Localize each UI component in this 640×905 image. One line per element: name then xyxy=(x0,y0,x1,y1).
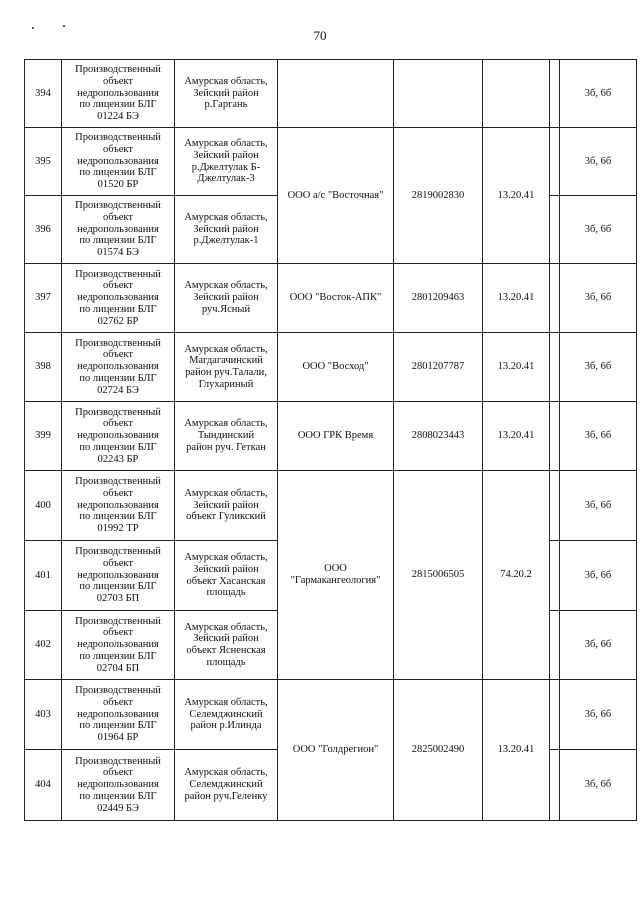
table-row xyxy=(25,333,637,402)
table-row xyxy=(25,128,637,196)
column-gap xyxy=(550,60,560,128)
organization-cell-empty xyxy=(278,60,394,128)
hazard-class: 3б, 6б xyxy=(560,60,637,128)
column-gap xyxy=(550,471,560,541)
table-row xyxy=(25,471,637,541)
organization-name: ООО "Голдрегион" xyxy=(278,680,394,821)
row-number: 398 xyxy=(25,333,62,402)
registry-table xyxy=(24,59,637,821)
object-name: Производственный объект недропользования по лицензии БЛГ 01520 БР xyxy=(62,128,175,196)
organization-okved: 74.20.2 xyxy=(483,471,550,680)
row-number: 404 xyxy=(25,750,62,821)
row-number: 396 xyxy=(25,196,62,264)
row-number: 402 xyxy=(25,611,62,680)
column-gap xyxy=(550,750,560,821)
object-name: Производственный объект недропользования по лицензии БЛГ 01224 БЭ xyxy=(62,60,175,128)
organization-name: ООО ГРК Время xyxy=(278,402,394,471)
row-number: 401 xyxy=(25,541,62,611)
organization-inn: 2819002830 xyxy=(394,128,483,264)
object-location: Амурская область, Зейский район объект Гуликский xyxy=(175,471,278,541)
object-location: Амурская область, Зейский район объект Хасанская площадь xyxy=(175,541,278,611)
organization-okved: 13.20.41 xyxy=(483,402,550,471)
object-name: Производственный объект недропользования по лицензии БЛГ 02704 БП xyxy=(62,611,175,680)
object-name: Производственный объект недропользования по лицензии БЛГ 01992 ТР xyxy=(62,471,175,541)
organization-inn: 2815006505 xyxy=(394,471,483,680)
okved-cell-empty xyxy=(483,60,550,128)
organization-inn: 2801207787 xyxy=(394,333,483,402)
hazard-class: 3б, 6б xyxy=(560,611,637,680)
organization-okved: 13.20.41 xyxy=(483,680,550,821)
page-number: 70 xyxy=(313,28,327,43)
hazard-class: 3б, 6б xyxy=(560,264,637,333)
organization-okved: 13.20.41 xyxy=(483,264,550,333)
scan-speck xyxy=(63,25,65,27)
row-number: 403 xyxy=(25,680,62,750)
hazard-class: 3б, 6б xyxy=(560,680,637,750)
object-location: Амурская область, Тындинский район руч. Геткан xyxy=(175,402,278,471)
table-row xyxy=(25,264,637,333)
organization-name: ООО "Восход" xyxy=(278,333,394,402)
hazard-class: 3б, 6б xyxy=(560,196,637,264)
organization-inn: 2808023443 xyxy=(394,402,483,471)
hazard-class: 3б, 6б xyxy=(560,541,637,611)
row-number: 395 xyxy=(25,128,62,196)
table-row xyxy=(25,60,637,128)
row-number: 397 xyxy=(25,264,62,333)
hazard-class: 3б, 6б xyxy=(560,402,637,471)
object-name: Производственный объект недропользования по лицензии БЛГ 02449 БЭ xyxy=(62,750,175,821)
hazard-class: 3б, 6б xyxy=(560,750,637,821)
row-number: 400 xyxy=(25,471,62,541)
table-row xyxy=(25,402,637,471)
object-location: Амурская область, Зейский район р.Джелтулак-1 xyxy=(175,196,278,264)
object-name: Производственный объект недропользования по лицензии БЛГ 02703 БП xyxy=(62,541,175,611)
column-gap xyxy=(550,541,560,611)
scan-speck xyxy=(32,27,34,29)
object-location: Амурская область, Зейский район руч.Ясный xyxy=(175,264,278,333)
object-location: Амурская область, Селемджинский район руч.Геленку xyxy=(175,750,278,821)
column-gap xyxy=(550,264,560,333)
organization-inn: 2825002490 xyxy=(394,680,483,821)
column-gap xyxy=(550,402,560,471)
row-number: 394 xyxy=(25,60,62,128)
organization-name: ООО а/с "Восточная" xyxy=(278,128,394,264)
hazard-class: 3б, 6б xyxy=(560,128,637,196)
organization-inn: 2801209463 xyxy=(394,264,483,333)
object-location: Амурская область, Магдагачинский район руч.Талали, Глухариный xyxy=(175,333,278,402)
column-gap xyxy=(550,333,560,402)
table-row xyxy=(25,680,637,750)
organization-okved: 13.20.41 xyxy=(483,128,550,264)
organization-okved: 13.20.41 xyxy=(483,333,550,402)
object-location: Амурская область, Селемджинский район р.Илинда xyxy=(175,680,278,750)
inn-cell-empty xyxy=(394,60,483,128)
organization-name: ООО "Восток-АПК" xyxy=(278,264,394,333)
column-gap xyxy=(550,196,560,264)
object-name: Производственный объект недропользования по лицензии БЛГ 01574 БЭ xyxy=(62,196,175,264)
column-gap xyxy=(550,680,560,750)
object-name: Производственный объект недропользования по лицензии БЛГ 02762 БР xyxy=(62,264,175,333)
object-location: Амурская область, Зейский район р.Джелтулак Б- Джелтулак-3 xyxy=(175,128,278,196)
object-location: Амурская область, Зейский район р.Гаргань xyxy=(175,60,278,128)
object-name: Производственный объект недропользования по лицензии БЛГ 02724 БЭ xyxy=(62,333,175,402)
organization-name: ООО "Гармакангеология" xyxy=(278,471,394,680)
column-gap xyxy=(550,128,560,196)
object-name: Производственный объект недропользования по лицензии БЛГ 02243 БР xyxy=(62,402,175,471)
object-location: Амурская область, Зейский район объект Ясненская площадь xyxy=(175,611,278,680)
hazard-class: 3б, 6б xyxy=(560,471,637,541)
column-gap xyxy=(550,611,560,680)
object-name: Производственный объект недропользования по лицензии БЛГ 01964 БР xyxy=(62,680,175,750)
hazard-class: 3б, 6б xyxy=(560,333,637,402)
row-number: 399 xyxy=(25,402,62,471)
